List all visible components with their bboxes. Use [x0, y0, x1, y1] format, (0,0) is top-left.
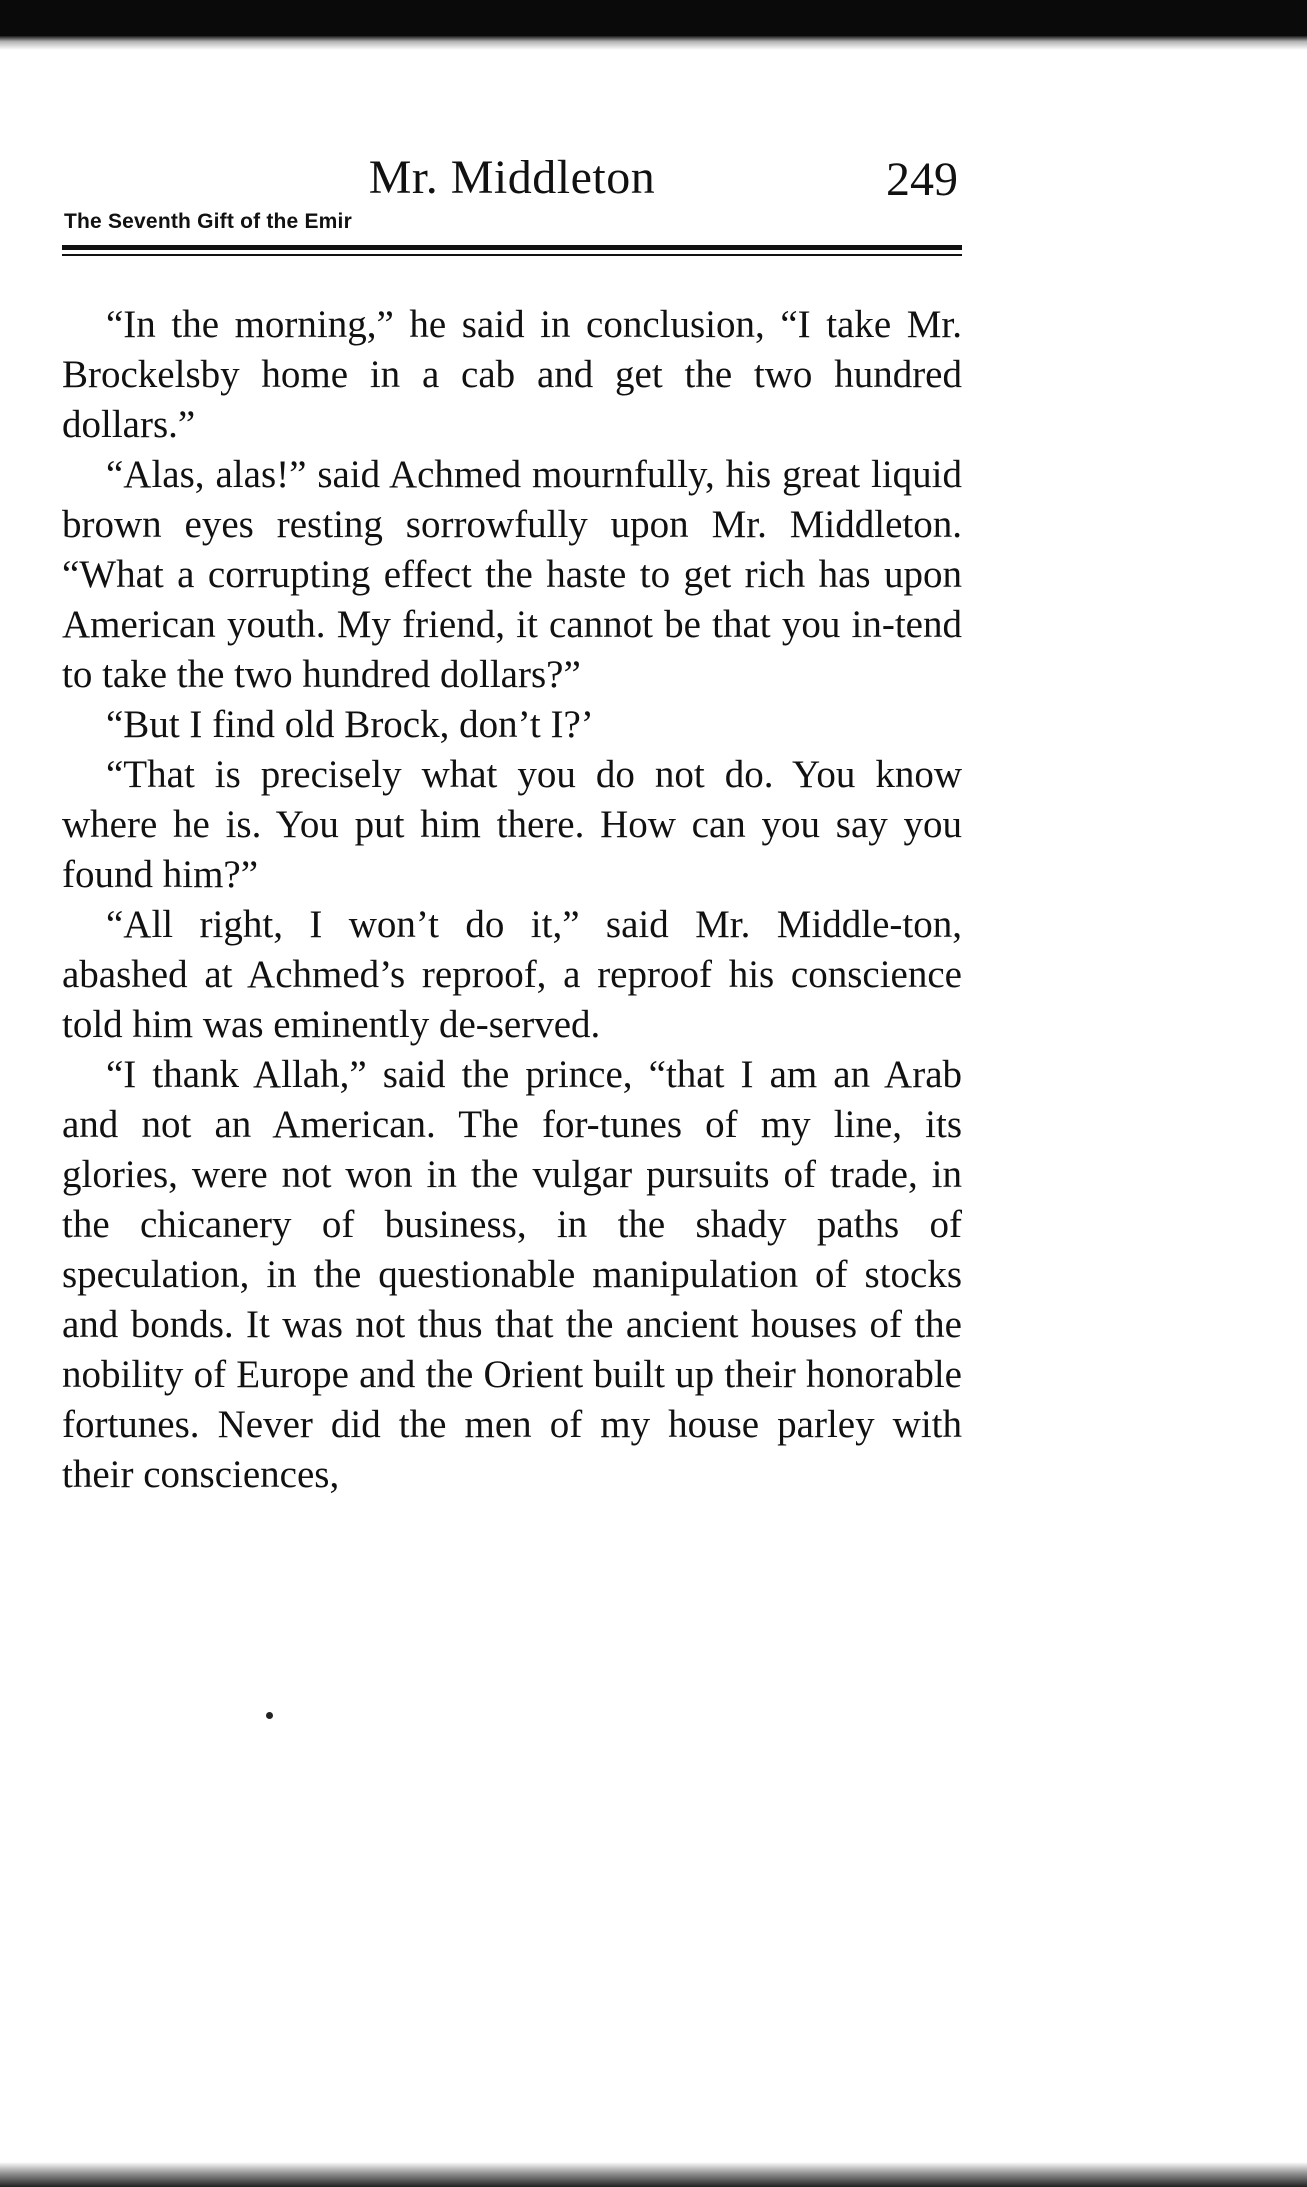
section-title: The Seventh Gift of the Emir [64, 210, 352, 233]
paragraph: “That is precisely what you do not do. You know where he is. You put him there. How can you say you found him?” [62, 753, 962, 896]
scan-bottom-border [0, 2162, 1307, 2187]
header-rule-thick [62, 245, 962, 250]
page-number: 249 [886, 153, 958, 206]
header-rule-thin [62, 254, 962, 256]
paragraph: “All right, I won’t do it,” said Mr. Middle-ton, abashed at Achmed’s reproof, a reproof his conscience told him was eminently de-served. [62, 903, 962, 1046]
page-title: Mr. Middleton [368, 151, 656, 204]
paragraph: “I thank Allah,” said the prince, “that I am an Arab and not an American. The for-tunes of my line, its glories, were not won in the vulgar pursuits of trade, in the chicanery of business, in the shady paths of speculation, in the questionable manipulation of stocks and bonds. It was not thus that the ancient houses of the nobility of Europe and the Orient built up their honorable fortunes. Never did the men of my house parley with their consciences, [62, 1053, 962, 1496]
ink-speck [266, 1712, 273, 1719]
running-head [62, 150, 962, 258]
scan-top-shadow [0, 36, 1307, 50]
paragraph: “Alas, alas!” said Achmed mournfully, his great liquid brown eyes resting sorrowfully upon Mr. Middleton. “What a corrupting effect the haste to get rich has upon American youth. My friend, it cannot be that you in-tend to take the two hundred dollars?” [62, 453, 962, 696]
body-text [62, 300, 962, 1500]
paragraph: “But I find old Brock, don’t I?’ [106, 703, 594, 746]
paragraph: “In the morning,” he said in conclusion, “I take Mr. Brockelsby home in a cab and get the two hundred dollars.” [62, 303, 962, 446]
book-page [62, 150, 962, 1500]
scan-top-border [0, 0, 1307, 36]
